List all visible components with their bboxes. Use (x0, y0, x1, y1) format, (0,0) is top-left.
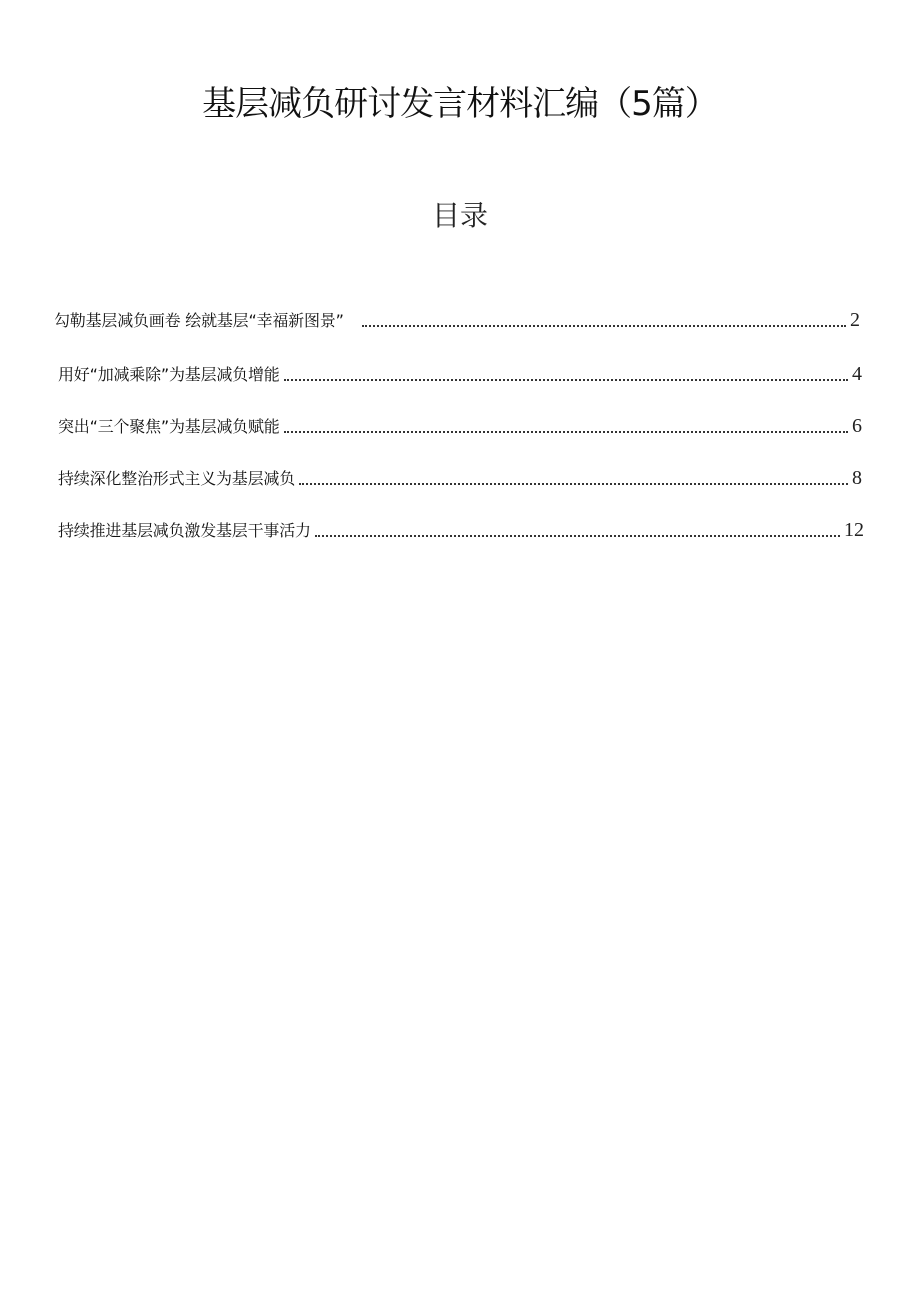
toc-entry-title[interactable]: 勾勒基层减负画卷 绘就基层“幸福新图景” (54, 311, 344, 330)
toc-entry-title[interactable]: 突出“三个聚焦”为基层减负赋能 (58, 417, 280, 436)
toc-entry-page[interactable]: 6 (852, 415, 862, 437)
toc-dot-leader (284, 379, 848, 381)
toc-entry-page[interactable]: 8 (852, 467, 862, 489)
toc-entry-title[interactable]: 持续深化整治形式主义为基层减负 (58, 469, 296, 488)
toc-dot-leader (299, 483, 848, 485)
toc-entry-page[interactable]: 4 (852, 363, 862, 385)
toc-entry-page[interactable]: 2 (850, 309, 860, 331)
toc-dot-leader (284, 431, 848, 433)
toc-dot-leader (362, 325, 846, 327)
toc-entry[interactable] (58, 516, 864, 542)
toc-entry-page[interactable]: 12 (844, 519, 864, 541)
toc-entry-title[interactable]: 用好“加减乘除”为基层减负增能 (58, 365, 280, 384)
toc-entry[interactable] (58, 464, 862, 490)
toc-entry[interactable] (58, 412, 862, 438)
toc-entry[interactable] (54, 306, 860, 332)
toc-dot-leader (315, 535, 840, 537)
toc-entry[interactable] (58, 360, 862, 386)
toc-heading: 目录 (431, 199, 488, 232)
document-title: 基层减负研讨发言材料汇编（5篇） (202, 84, 718, 124)
toc-entry-title[interactable]: 持续推进基层减负激发基层干事活力 (58, 521, 311, 540)
